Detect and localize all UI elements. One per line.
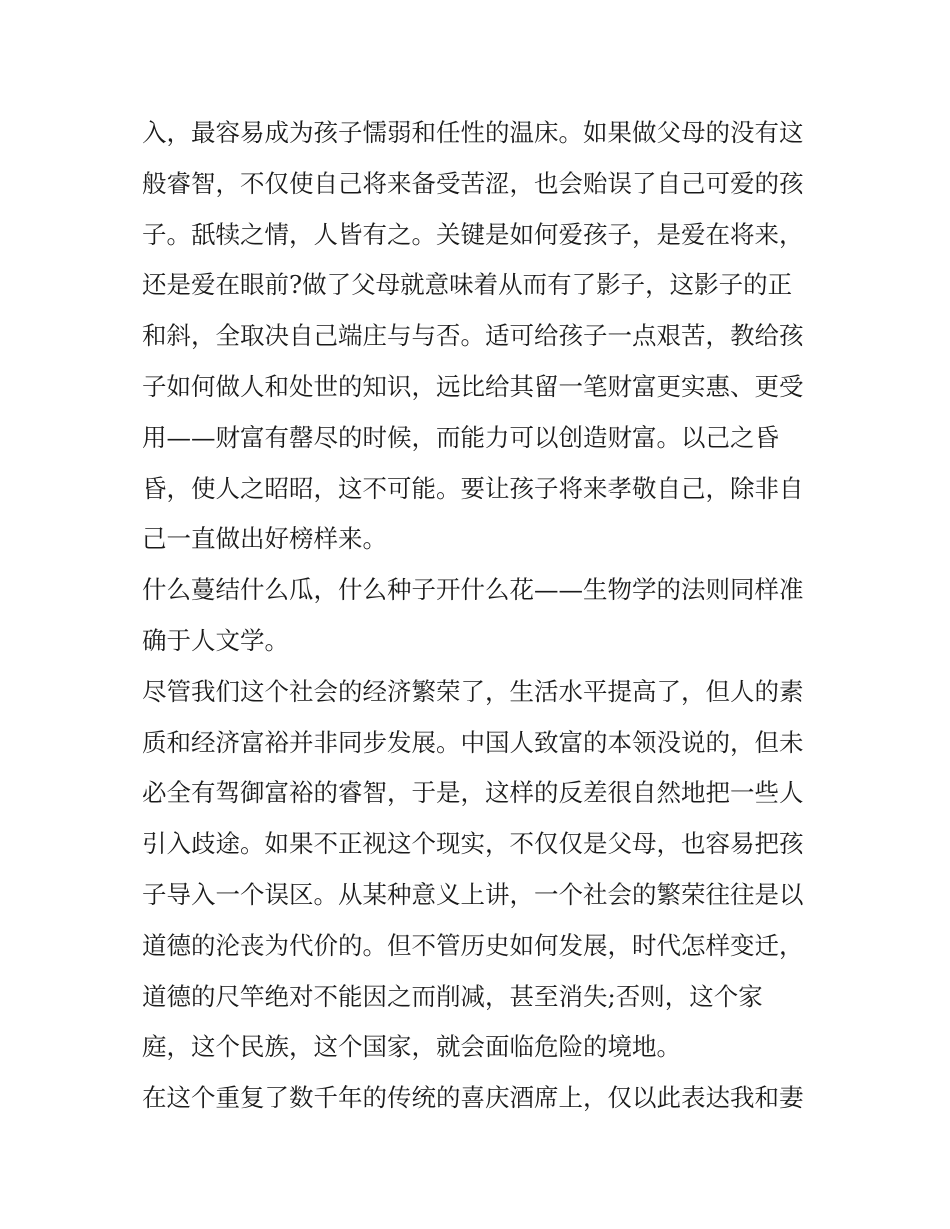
text-line: 还是爱在眼前?做了父母就意味着从而有了影子，这影子的正 bbox=[142, 270, 793, 300]
text-line: 般睿智，不仅使自己将来备受苦涩，也会贻误了自己可爱的孩 bbox=[142, 168, 804, 198]
text-line: 和斜，全取决自己端庄与与否。适可给孩子一点艰苦，教给孩 bbox=[142, 321, 804, 351]
text-line: 入，最容易成为孩子懦弱和任性的温床。如果做父母的没有这 bbox=[142, 118, 804, 147]
document-body bbox=[142, 108, 822, 1124]
text-line: 庭，这个民族，这个国家，就会面临危险的境地。 bbox=[142, 1032, 681, 1062]
text-line: 子导入一个误区。从某种意义上讲，一个社会的繁荣往往是以 bbox=[142, 879, 804, 909]
text-line: 道德的沦丧为代价的。但不管历史如何发展，时代怎样变迁， bbox=[142, 930, 804, 960]
text-line: 己一直做出好榜样来。 bbox=[142, 524, 387, 554]
text-line: 引入歧途。如果不正视这个现实，不仅仅是父母，也容易把孩 bbox=[142, 829, 804, 859]
text-line: 必全有驾御富裕的睿智，于是，这样的反差很自然地把一些人 bbox=[142, 778, 804, 808]
text-line: 确于人文学。 bbox=[142, 625, 289, 655]
text-line: 尽管我们这个社会的经济繁荣了，生活水平提高了，但人的素 bbox=[142, 676, 804, 706]
text-line: 质和经济富裕并非同步发展。中国人致富的本领没说的，但未 bbox=[142, 727, 804, 757]
text-line: 什么蔓结什么瓜，什么种子开什么花——生物学的法则同样准 bbox=[142, 575, 804, 605]
text-line: 用——财富有罄尽的时候，而能力可以创造财富。以己之昏 bbox=[142, 422, 779, 452]
text-line: 道德的尺竿绝对不能因之而削减，甚至消失;否则，这个家 bbox=[142, 981, 763, 1011]
text-line: 昏，使人之昭昭，这不可能。要让孩子将来孝敬自己，除非自 bbox=[142, 473, 804, 503]
text-line: 在这个重复了数千年的传统的喜庆酒席上，仅以此表达我和妻 bbox=[142, 1083, 804, 1113]
text-line: 子如何做人和处世的知识，远比给其留一笔财富更实惠、更受 bbox=[142, 371, 804, 401]
text-line: 子。舐犊之情，人皆有之。关键是如何爱孩子，是爱在将来， bbox=[142, 219, 804, 249]
